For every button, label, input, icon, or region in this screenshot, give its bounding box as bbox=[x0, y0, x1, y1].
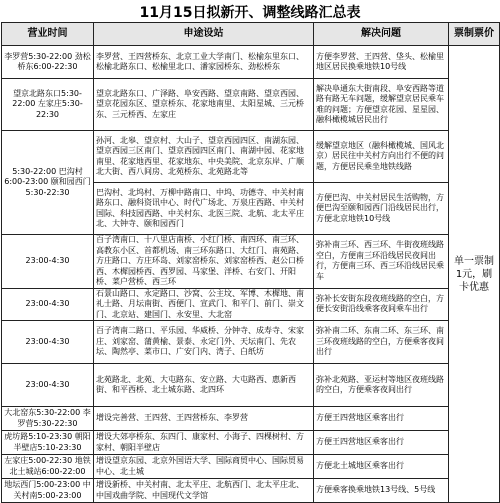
cell-solution: 弥补长安街东段夜班线路的空白，方便长安街沿线乘客夜间乘车出行 bbox=[314, 288, 449, 321]
cell-stations: 增设望京东园、北京外国语大学、国际商贸中心、国际贸易中心、北土城 bbox=[94, 455, 314, 479]
cell-time: 5:30-22:00 巴沟村6:00-23:00 颐和园西门5:30-22:30 bbox=[2, 131, 94, 235]
cell-solution: 方便王四营地区乘客出行 bbox=[314, 407, 449, 431]
header-solution: 解决问题 bbox=[314, 23, 449, 46]
cell-time: 地坛西门5:00-23:00 中关村南5:00-23:00 bbox=[2, 479, 94, 503]
cell-time: 23:00-4:30 bbox=[2, 235, 94, 289]
cell-time: 李罗营5:30-22:00 劲松桥东6:00-22:30 bbox=[2, 46, 94, 79]
table-row bbox=[2, 321, 500, 364]
cell-time: 左家庄5:00-22:30 地铁北土城站6:00-22:00 bbox=[2, 455, 94, 479]
cell-solution: 方便北土城地区乘客出行 bbox=[314, 455, 449, 479]
cell-stations: 增设完善营、王四营、王四营桥东、李罗营 bbox=[94, 407, 314, 431]
header-fare: 票制票价 bbox=[449, 23, 500, 46]
cell-solution: 方便乘客换乘地铁13号线、5号线 bbox=[314, 479, 449, 503]
cell-solution: 缓解望京地区（融科橄榄城、国风北京）居民往中关村方向出行不便的问题，方便居民乘坐地铁线路 bbox=[314, 131, 449, 183]
table-row bbox=[2, 479, 500, 503]
cell-fare: 单一票制1元，刷卡优惠 bbox=[449, 46, 500, 503]
table-row bbox=[2, 455, 500, 479]
cell-solution: 方便王四营地区乘客出行 bbox=[314, 431, 449, 455]
table-row bbox=[2, 235, 500, 289]
route-summary-table bbox=[1, 22, 500, 503]
cell-time: 虎坊路5:10-23:30 朝阳半壁店5:10-23:30 bbox=[2, 431, 94, 455]
cell-stations: 百子湾南口、十八里店南桥、小红门桥、南四环、南三环、高教东小区、首都机场、南三环东路口、大红门、南苑路、方庄路口、方庄环岛、刘家窑桥东、刘家窑桥西、赵公口桥西、木樨园桥西、西罗园、马家堡、洋桥、右安门、开阳桥、菜户营桥、西三环 bbox=[94, 235, 314, 289]
table-row bbox=[2, 46, 500, 79]
cell-time: 望京北路东口5:30-22:00 左家庄5:30-22:30 bbox=[2, 79, 94, 131]
header-stations: 申途设站 bbox=[94, 23, 314, 46]
cell-stations: 石景山路口、永定路口、沙窝、公主坟、军博、木樨地、南礼士路、月坛南街、西便门、宣武门、和平门、前门、崇文门、北京站、建国门、永安里、大北窑 bbox=[94, 288, 314, 321]
table-row bbox=[2, 407, 500, 431]
table-row bbox=[2, 431, 500, 455]
cell-stations: 孙河、北皋、望京村、大山子、望京西园四区、南湖东园、望京西园三区南门、望京西园四区南门、南湖中园、花家地南里、花家地西里、花家地东、中央美院、北京东岸、广顺北大街、西八间房、北苑桥东、北苑路北等 bbox=[94, 131, 314, 183]
cell-time: 大北窑东5:30-22:00 李罗营5:30-22:30 bbox=[2, 407, 94, 431]
cell-stations: 李罗营、王四营桥东、北京工业大学南门、松榆东里东口、松榆北路东口、松榆里北口、潘家园桥东、劲松桥东 bbox=[94, 46, 314, 79]
cell-solution: 弥补北苑路、亚运村等地区夜班线路的空白，方便乘客夜间出行 bbox=[314, 364, 449, 407]
cell-time: 23:00-4:30 bbox=[2, 321, 94, 364]
header-row bbox=[2, 23, 500, 46]
cell-stations: 北苑路北、北苑、大屯路东、安立路、大屯路西、惠新西街、和平西桥、北土城东路、北四环 bbox=[94, 364, 314, 407]
cell-time: 23:00-4:30 bbox=[2, 364, 94, 407]
cell-solution: 解决阜通东大街南段、阜安西路等道路有路无车问题，缓解望京居民乘车难的问题；方便望京花园、星星园、融科橄榄城居民出行 bbox=[314, 79, 449, 131]
cell-solution: 弥补南三环、西三环、牛街夜班线路空白，方便南三环沿线居民夜间出行，方便南三环、西三环沿线居民乘车 bbox=[314, 235, 449, 289]
cell-time: 23:00-4:30 bbox=[2, 288, 94, 321]
page-title: 11月15日拟新开、调整线路汇总表 bbox=[139, 5, 361, 21]
cell-solution: 方便李罗营、王四营、垡头、松榆里地区居民换乘地铁10号线 bbox=[314, 46, 449, 79]
cell-stations: 百子湾南二路口、平乐园、华威桥、分钟寺、成寿寺、宋家庄、刘家窑、蒲黄榆、景泰、永定门外、天坛南门、先农坛、陶然亭、菜市口、广安门内、湾子、白纸坊 bbox=[94, 321, 314, 364]
table-row bbox=[2, 288, 500, 321]
table-row bbox=[2, 79, 500, 131]
cell-stations: 望京北路东口、广泽路、阜安西路、望京南路、望京西园、望京花园东区、望京桥东、花家地南里、太阳星城、三元桥东、三元桥西、左家庄 bbox=[94, 79, 314, 131]
cell-solution: 弥补南二环、东南二环、东三环、南三环夜班线路的空白，方便乘客夜间出行 bbox=[314, 321, 449, 364]
cell-stations: 巴沟村、北坞村、万柳中路南口、中坞、功德寺、中关村南路东口、融科资讯中心、时代广场北、万泉庄西路、中关村国际、科技园西路、中关村东、北医三院、北航、北太平庄北、大钟寺、颐和园西门 bbox=[94, 183, 314, 235]
table-row bbox=[2, 364, 500, 407]
table-row bbox=[2, 131, 500, 183]
cell-stations: 增设新桥、中关村南、北太平庄、北航西门、北太平庄北、中国戏曲学院、中国现代文学馆 bbox=[94, 479, 314, 503]
header-time: 营业时间 bbox=[2, 23, 94, 46]
cell-stations: 增设大郊亭桥东、东四门、康家村、小海子、四棵树村、方家村、朝阳半壁店 bbox=[94, 431, 314, 455]
cell-solution: 方便巴沟、中关村居民生活购物，方便巴沟至颐和园西门沿线居民出行，方便北京地铁10号线 bbox=[314, 183, 449, 235]
